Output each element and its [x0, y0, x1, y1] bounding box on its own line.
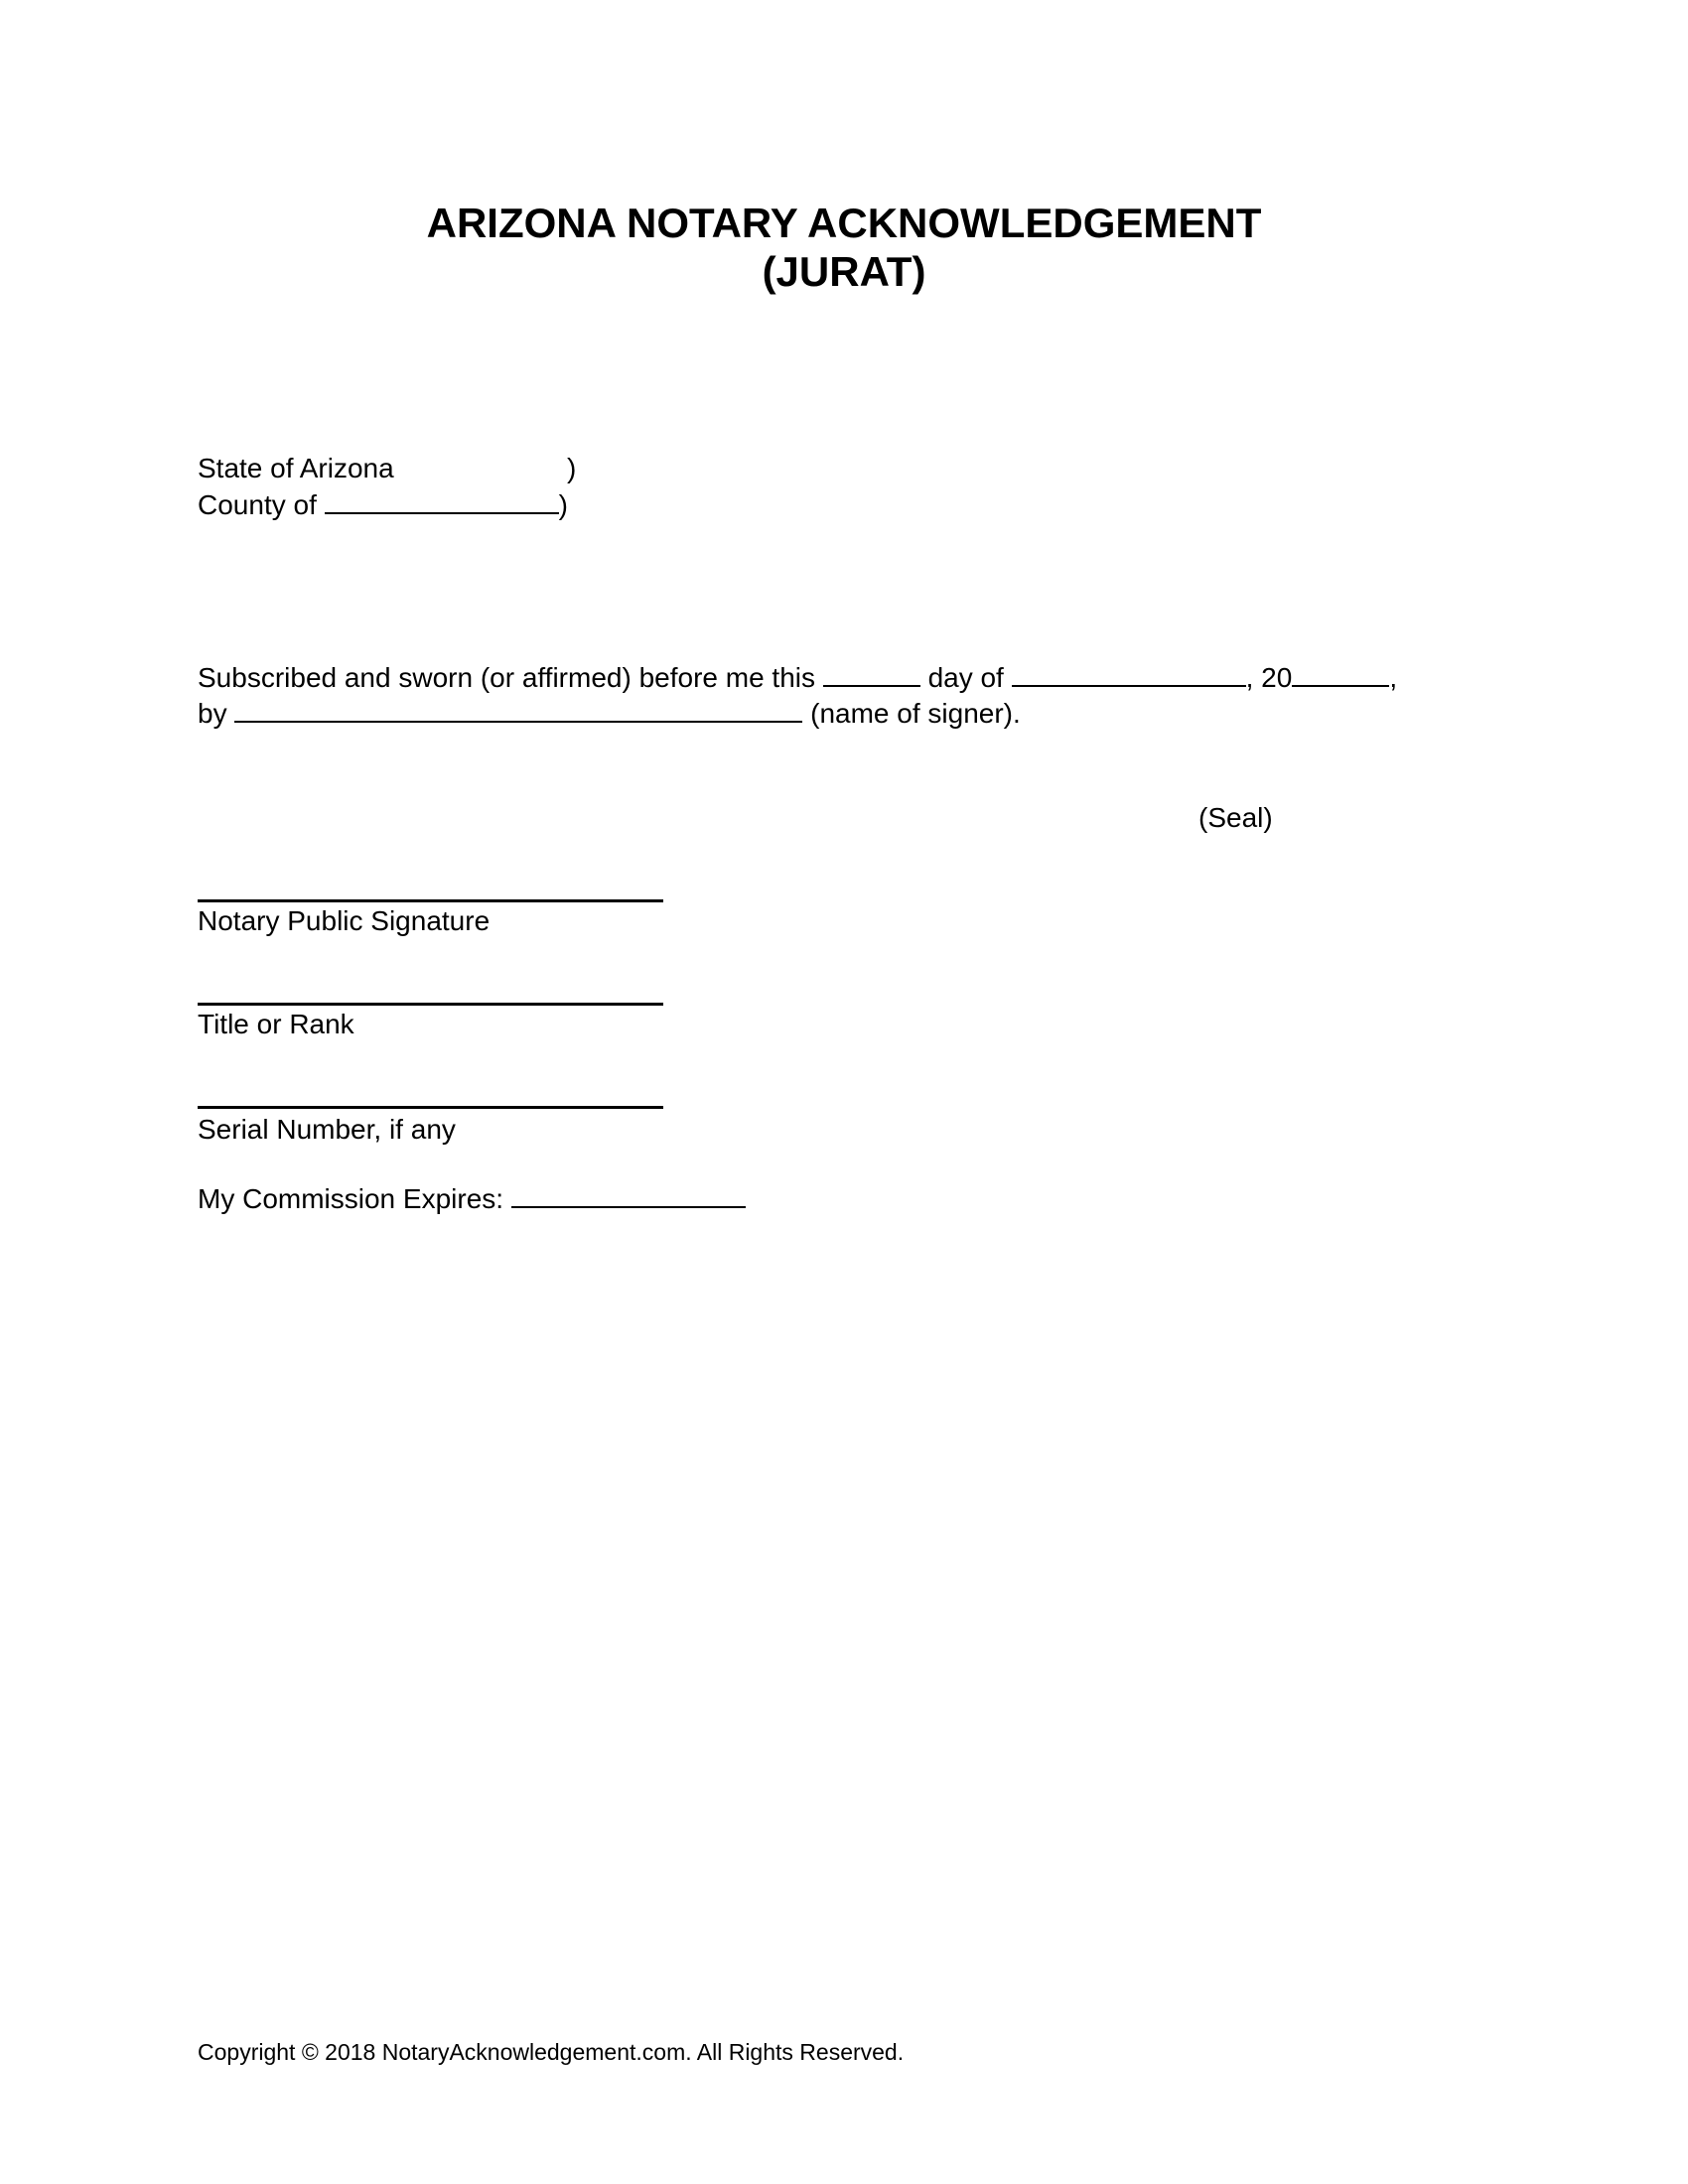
jurat-text: ,	[1389, 662, 1398, 693]
county-label: County of	[198, 489, 317, 520]
jurat-text: day of	[927, 662, 1004, 693]
month-blank[interactable]	[1012, 663, 1246, 687]
notary-signature-line[interactable]	[198, 899, 663, 902]
commission-expires-blank[interactable]	[511, 1184, 746, 1208]
serial-number-line[interactable]	[198, 1106, 663, 1109]
serial-number-label: Serial Number, if any	[198, 1114, 456, 1145]
title-rank-label: Title or Rank	[198, 1009, 354, 1039]
jurat-line-2	[198, 699, 1021, 728]
commission-label: My Commission Expires:	[198, 1183, 504, 1214]
jurat-text: Subscribed and sworn (or affirmed) before me this	[198, 662, 815, 693]
day-blank[interactable]	[823, 663, 920, 687]
notary-signature-label: Notary Public Signature	[198, 905, 491, 936]
signer-name-blank[interactable]	[234, 699, 802, 723]
seal-label: (Seal)	[1198, 802, 1273, 833]
venue-paren: )	[558, 489, 568, 520]
by-label: by	[198, 698, 227, 729]
commission-line	[198, 1184, 746, 1213]
year-blank[interactable]	[1292, 663, 1389, 687]
copyright-footer: Copyright © 2018 NotaryAcknowledgement.com. All Rights Reserved.	[198, 2039, 905, 2065]
state-label: State of Arizona	[198, 453, 394, 483]
signer-label: (name of signer).	[810, 698, 1021, 729]
title-rank-line[interactable]	[198, 1003, 663, 1006]
document-title: ARIZONA NOTARY ACKNOWLEDGEMENT	[426, 200, 1262, 246]
document-subtitle: (JURAT)	[762, 248, 926, 295]
venue-paren: )	[567, 453, 577, 483]
jurat-text: , 20	[1245, 662, 1293, 693]
county-blank[interactable]	[325, 490, 559, 514]
jurat-line-1	[198, 663, 1397, 692]
county-line	[198, 490, 568, 519]
